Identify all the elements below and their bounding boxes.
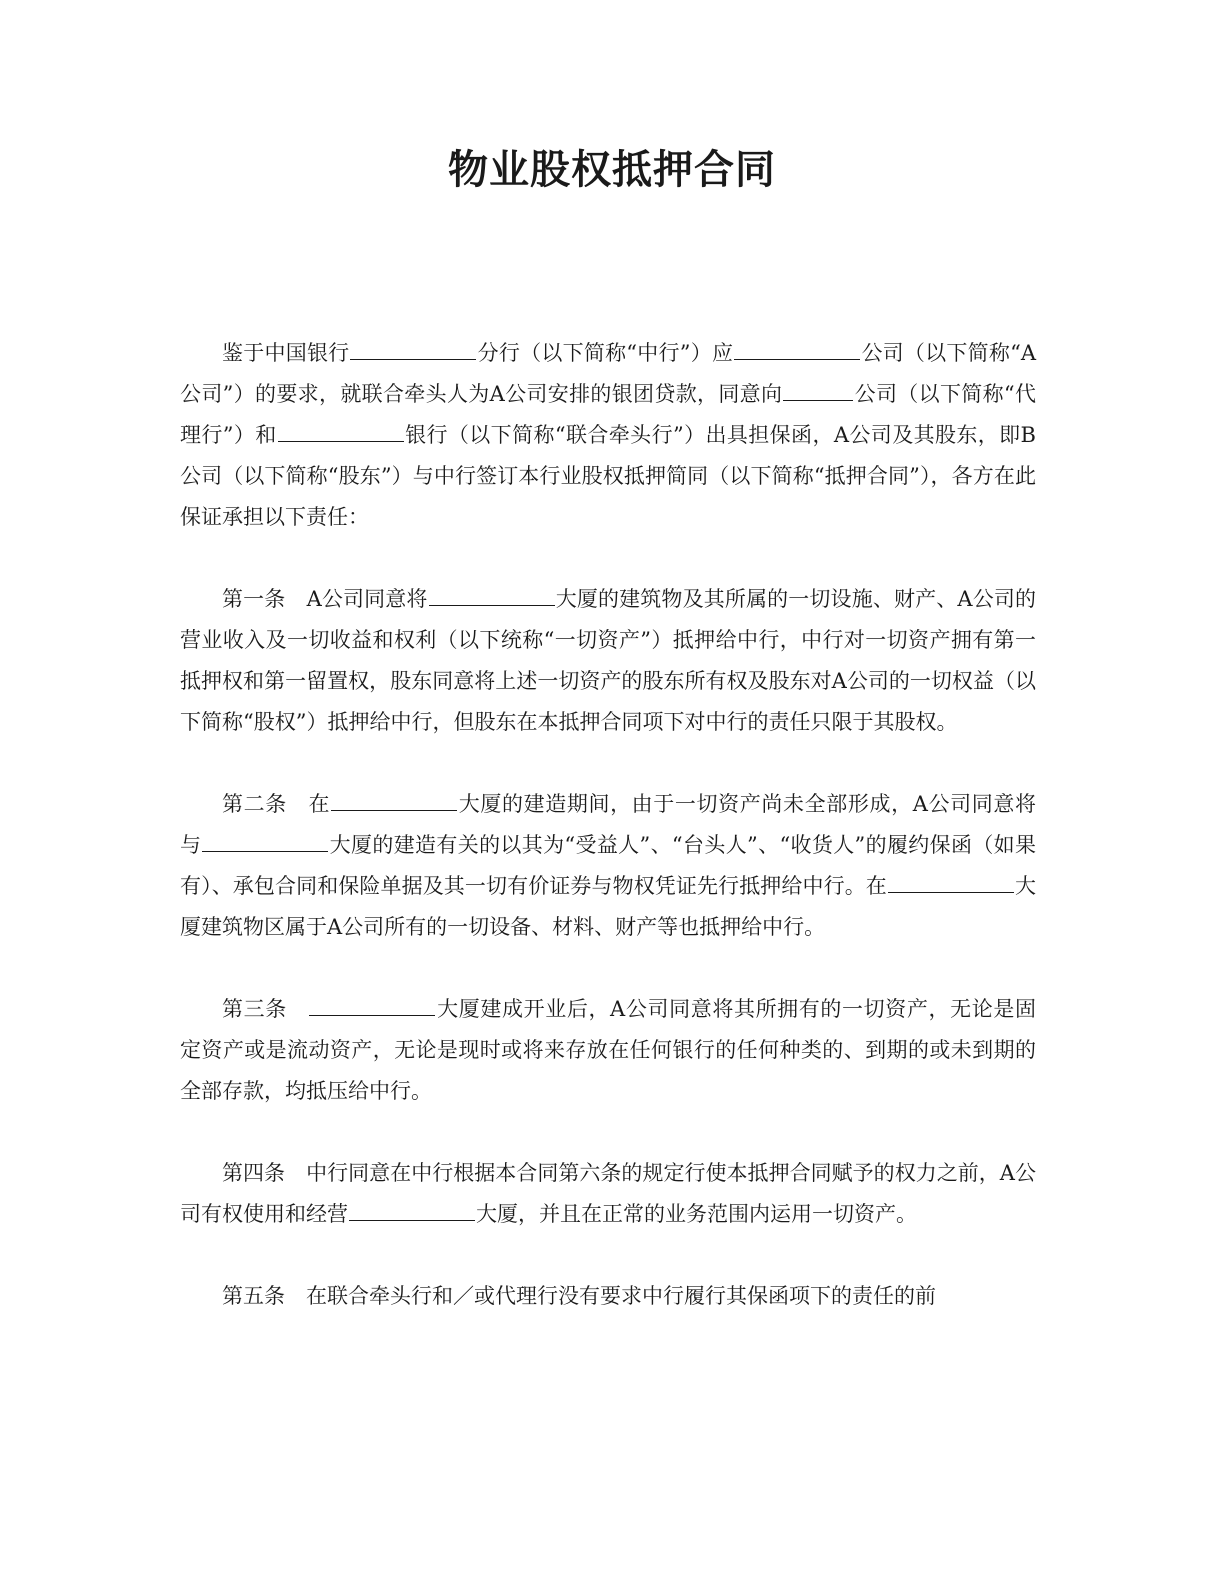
preamble-paragraph (180, 333, 1036, 538)
article-5-text-1: 第五条 在联合牵头行和／或代理行没有要求中行履行其保函项下的责任的前 (222, 1284, 936, 1308)
blank-building-name (888, 891, 1014, 893)
preamble-text-5: 银行（以下简称“联合牵头行”）出具担保函，A公司及其股东，即B公司（以下简称“股东”）与中行签订本行业股权抵押简同（以下简称“抵押合同”），各方在此保证承担以下责任： (180, 423, 1036, 529)
preamble-text-2: 分行（以下简称“中行”）应 (477, 341, 734, 365)
article-2-text-4: 大厦建筑物区属于A公司所有的一切设备、材料、财产等也抵押给中行。 (180, 874, 1037, 939)
blank-agent-name (783, 399, 853, 401)
article-3-text-1: 第三条 (222, 997, 309, 1021)
article-3-text-2: 大厦建成开业后，A公司同意将其所拥有的一切资产，无论是固定资产或是流动资产，无论是现时或将来存放在任何银行的任何种类的、到期的或未到期的全部存款，均抵压给中行。 (180, 997, 1036, 1103)
blank-branch-name (350, 358, 476, 360)
blank-company-name (734, 358, 860, 360)
blank-building-name (349, 1219, 475, 1221)
article-2-text-3: 大厦的建造有关的以其为“受益人”、“台头人”、“收货人”的履约保函（如果有）、承包合同和保险单据及其一切有价证券与物权凭证先行抵押给中行。在 (180, 833, 1036, 898)
article-4-text-2: 大厦，并且在正常的业务范围内运用一切资产。 (476, 1202, 917, 1226)
document-title: 物业股权抵押合同 (448, 147, 776, 193)
article-2-paragraph (180, 784, 1036, 948)
article-4-text-1: 第四条 中行同意在中行根据本合同第六条的规定行使本抵押合同赋予的权力之前，A公司有权使用和经营 (180, 1161, 1036, 1226)
blank-lead-bank-name (278, 440, 404, 442)
article-3-paragraph (180, 989, 1036, 1112)
article-2-text-2: 大厦的建造期间，由于一切资产尚未全部形成，A公司同意将与 (180, 792, 1037, 857)
article-5-paragraph (180, 1276, 1036, 1317)
article-1-text-1: 第一条 A公司同意将 (222, 587, 428, 611)
article-1-text-2: 大厦的建筑物及其所属的一切设施、财产、A公司的营业收入及一切收益和权利（以下统称“一切资产”）抵押给中行，中行对一切资产拥有第一抵押权和第一留置权，股东同意将上述一切资产的股东所有权及股东对A公司的一切权益（以下简称“股权”）抵押给中行，但股东在本抵押合同项下对中行的责任只限于其股权。 (180, 587, 1036, 734)
preamble-text-4: 公司（以下简称“代理行”）和 (180, 382, 1036, 447)
document-body (180, 333, 1036, 1317)
preamble-text-1: 鉴于中国银行 (222, 341, 350, 365)
blank-building-name (429, 604, 555, 606)
blank-building-name (309, 1014, 435, 1016)
article-1-paragraph (180, 579, 1036, 743)
article-2-text-1: 第二条 在 (222, 792, 331, 816)
article-4-paragraph (180, 1153, 1036, 1235)
blank-building-name (331, 809, 457, 811)
blank-building-name (202, 850, 328, 852)
preamble-text-3: 公司（以下简称“A公司”）的要求，就联合牵头人为A公司安排的银团贷款，同意向 (180, 341, 1036, 406)
